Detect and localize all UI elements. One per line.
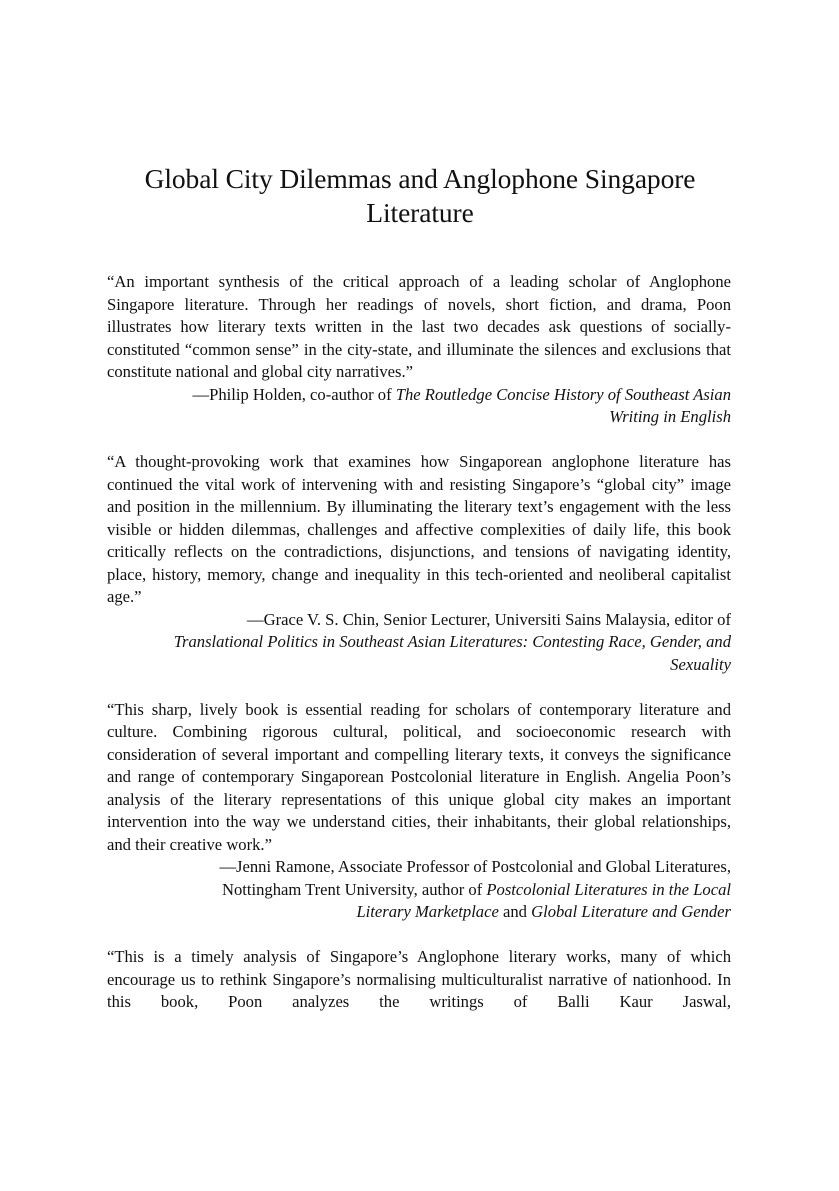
blurb-spacer [107,676,731,699]
attribution-text: —Philip Holden, co-author of [192,384,396,404]
blurb-quote: “This sharp, lively book is essential reading for scholars of contemporary literature and culture. Combining rigorous cultural, political, and socioeconomic research with consideration of several important and compelling literary texts, it conveys the significance and range of contemporary Singaporean Postcolonial literature in English. Angelia Poon’s analysis of the literary representations of this unique global city makes an important intervention into the way we understand cities, their inhabitants, their global relationships, and their creative work.” [107,699,731,854]
blurb-holden [107,271,731,429]
attribution-work-title-2: Global Literature and Gender [531,902,731,921]
blurb-attribution [107,609,731,677]
blurb-spacer [107,924,731,947]
blurb-partial [107,946,731,1014]
attribution-text: —Jenni Ramone, Associate Professor of Postcolonial and Global Literatures, Nottingham Trent University, author of [219,857,731,899]
blurb-ramone [107,699,731,924]
attribution-work-title: Translational Politics in Southeast Asian Literatures: Contesting Race, Gender, and Sexuality [173,632,731,674]
blurb-quote: “An important synthesis of the critical approach of a leading scholar of Anglophone Singapore literature. Through her readings of novels, short fiction, and drama, Poon illustrates how literary texts written in the last two decades ask questions of socially-constituted “common sense” in the city-state, and illuminate the silences and exclusions that constitute national and global city narratives.” [107,272,731,381]
praise-section [107,271,731,1014]
blurb-attribution [107,856,731,924]
blurb-spacer [107,429,731,452]
attribution-work-title: Postcolonial Literatures in the Local Literary Marketplace [356,879,731,921]
blurb-attribution [107,384,731,429]
attribution-connector: and [498,902,532,921]
blurb-chin [107,451,731,676]
blurb-quote: “A thought-provoking work that examines how Singaporean anglophone literature has continued the vital work of intervening with and resisting Singapore’s “global city” image and position in the millennium. By illuminating the literary text’s engagement with the less visible or hidden dilemmas, challenges and affective complexities of daily life, this book critically reflects on the contradictions, disjunctions, and tensions of navigating identity, place, history, memory, change and inequality in this tech-oriented and neoliberal capitalist age.” [107,452,731,606]
book-title: Global City Dilemmas and Anglophone Singapore Literature [144,163,696,228]
attribution-text: —Grace V. S. Chin, Senior Lecturer, Universiti Sains Malaysia, editor of [247,609,731,629]
blurb-quote: “This is a timely analysis of Singapore’s Anglophone literary works, many of which encourage us to rethink Singapore’s normalising multiculturalist narrative of nationhood. In this book, Poon analyzes the writings of Balli Kaur Jaswal, [107,947,731,1011]
attribution-work-title: The Routledge Concise History of Southeast Asian Writing in English [395,384,731,426]
